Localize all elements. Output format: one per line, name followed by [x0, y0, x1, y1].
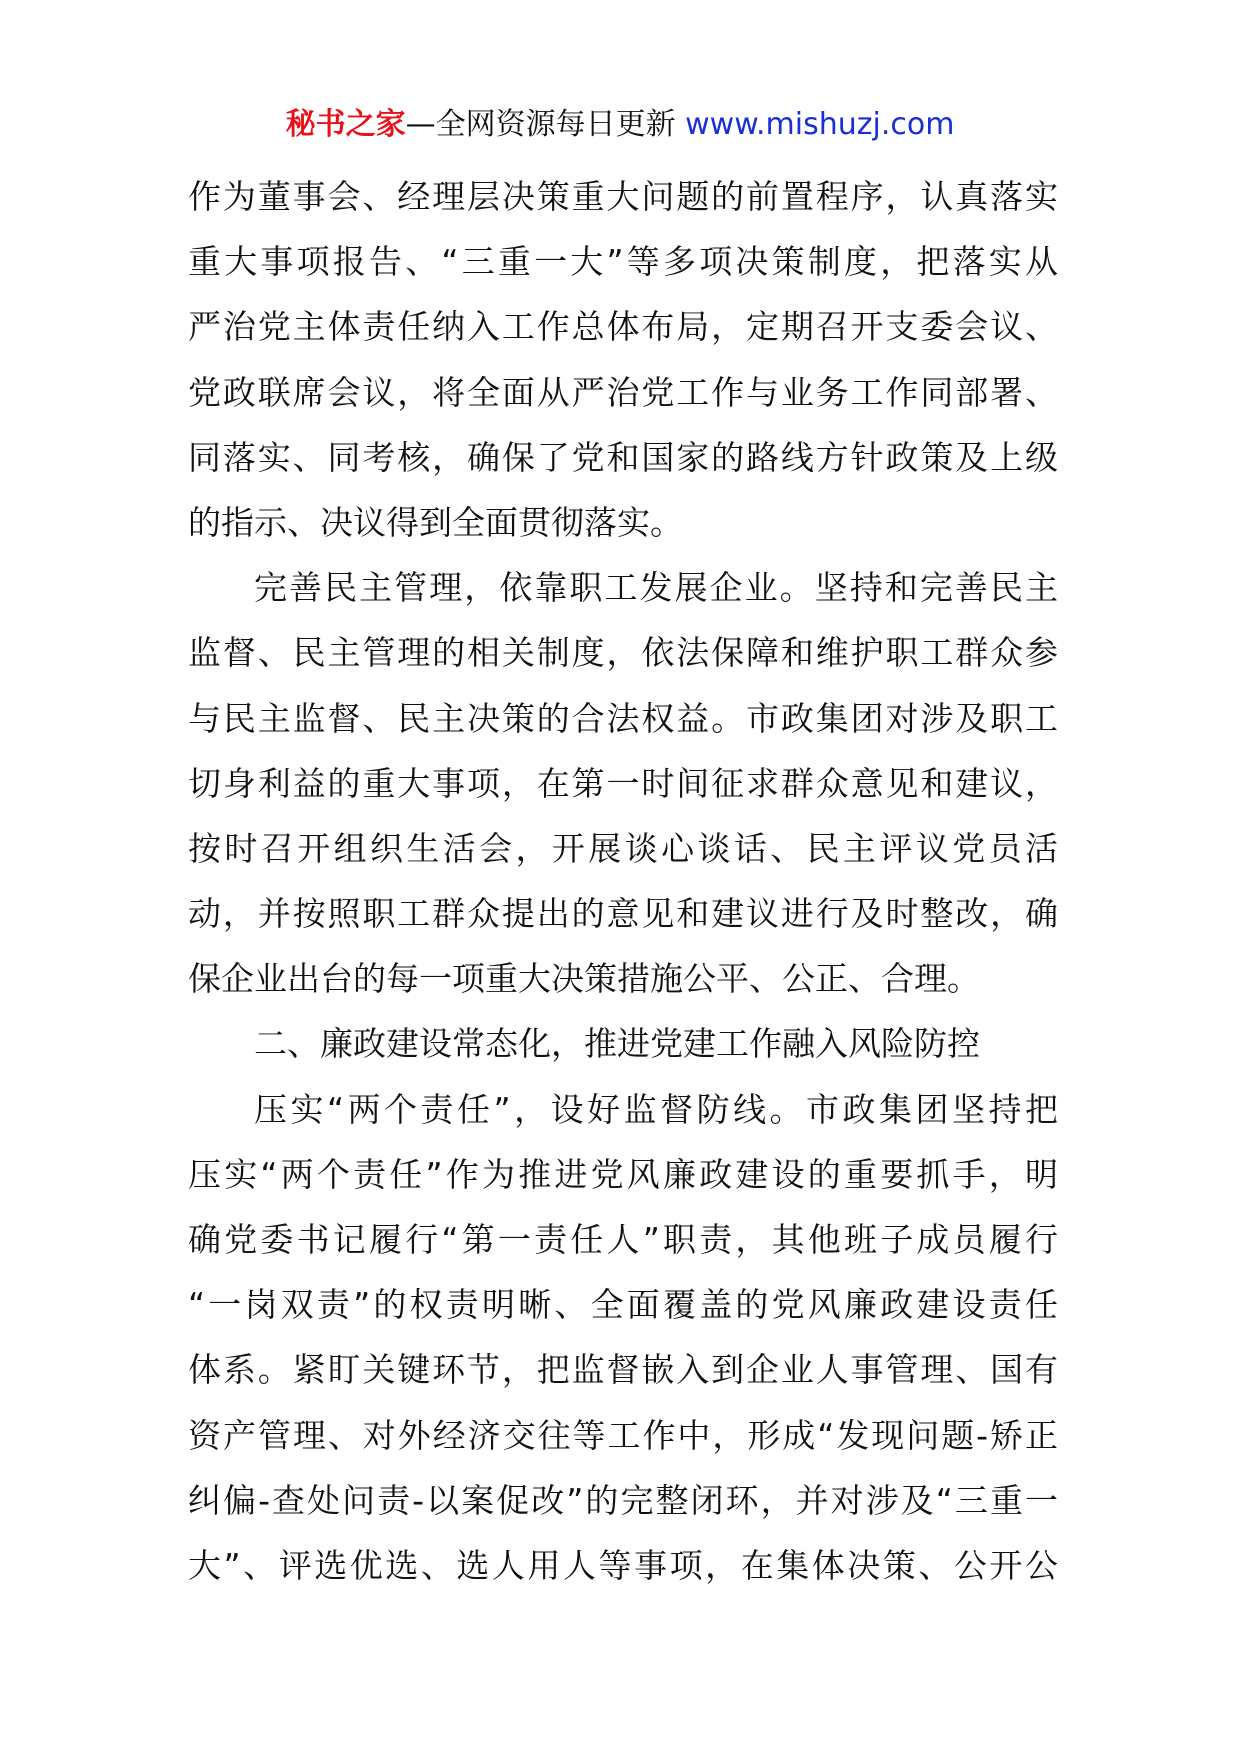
- text-line: 动，并按照职工群众提出的意见和建议进行及时整改，确: [188, 894, 1058, 934]
- text-line: 完善民主管理，依靠职工发展企业。坚持和完善民主: [254, 568, 1058, 608]
- text-line: 的指示、决议得到全面贯彻落实。: [188, 502, 683, 542]
- text-line: 与民主监督、民主决策的合法权益。市政集团对涉及职工: [188, 698, 1058, 738]
- text-line: 监督、民主管理的相关制度，依法保障和维护职工群众参: [188, 633, 1058, 673]
- page-header: [0, 103, 1240, 147]
- text-line: 确党委书记履行“第一责任人”职责，其他班子成员履行: [188, 1220, 1058, 1259]
- brand-name: 秘书之家: [285, 107, 406, 142]
- text-line: “一岗双责”的权责明晰、全面覆盖的党风廉政建设责任: [188, 1285, 1058, 1325]
- text-line: 切身利益的重大事项，在第一时间征求群众意见和建议，: [188, 763, 1058, 803]
- text-line: 作为董事会、经理层决策重大问题的前置程序，认真落实: [188, 177, 1058, 216]
- text-line: 大”、评选优选、选人用人等事项，在集体决策、公开公: [188, 1545, 1058, 1585]
- text-line: 按时召开组织生活会，开展谈心谈话、民主评议党员活: [188, 828, 1058, 868]
- text-line: 体系。紧盯关键环节，把监督嵌入到企业人事管理、国有: [188, 1350, 1058, 1390]
- text-line: 严治党主体责任纳入工作总体布局，定期召开支委会议、: [188, 307, 1058, 347]
- header-tagline: —全网资源每日更新: [405, 107, 686, 142]
- text-line: 同落实、同考核，确保了党和国家的路线方针政策及上级: [188, 437, 1058, 477]
- body-text: [188, 164, 1058, 1598]
- site-url: www.mishuzj.com: [685, 107, 955, 142]
- text-line: 压实“两个责任”，设好监督防线。市政集团坚持把: [254, 1089, 1058, 1129]
- text-line: 压实“两个责任”作为推进党风廉政建设的重要抓手，明: [188, 1154, 1058, 1194]
- text-line: 二、廉政建设常态化，推进党建工作融入风险防控: [254, 1024, 980, 1064]
- text-line: 党政联席会议，将全面从严治党工作与业务工作同部署、: [188, 372, 1058, 412]
- text-line: 重大事项报告、“三重一大”等多项决策制度，把落实从: [188, 242, 1058, 282]
- text-line: 保企业出台的每一项重大决策措施公平、公正、合理。: [188, 959, 980, 999]
- text-line: 纠偏-查处问责-以案促改”的完整闭环，并对涉及“三重一: [188, 1480, 1058, 1520]
- text-line: 资产管理、对外经济交往等工作中，形成“发现问题-矫正: [188, 1415, 1058, 1455]
